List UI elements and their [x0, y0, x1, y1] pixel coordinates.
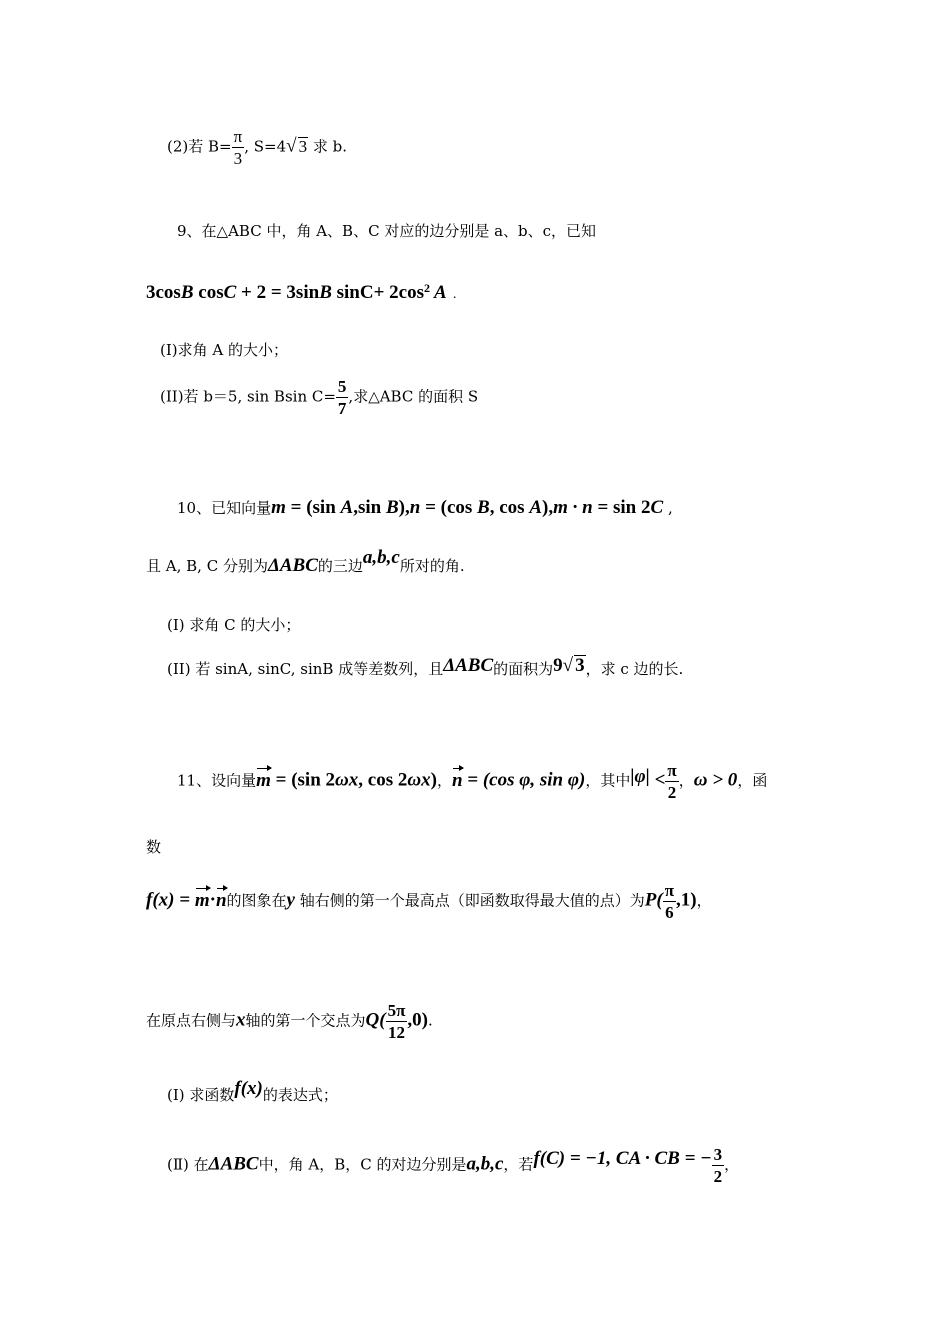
q11-part1-b: 的表达式；	[262, 1086, 338, 1104]
q8-part2-suffix: 求 b.	[308, 137, 347, 156]
q11-line4	[146, 1002, 433, 1041]
q11-stem	[177, 762, 767, 801]
q11-phi-abs: |φ|	[630, 765, 650, 787]
q11-lt: <	[649, 769, 666, 791]
q11-part2	[167, 1146, 739, 1185]
q10-m: m	[271, 497, 286, 518]
q11-P-num: π	[664, 881, 675, 900]
q11-part2-triangle: ΔABC	[208, 1153, 259, 1175]
q10-part2-c: ，求 c 边的长.	[585, 660, 684, 678]
q10-sqrt-sign: √	[562, 655, 574, 676]
q11-part2-fraction	[712, 1146, 725, 1185]
q11-x-axis: x	[236, 1009, 246, 1031]
q10-eq3: = sin 2	[592, 497, 651, 518]
q11-Q-fraction	[386, 1002, 408, 1041]
q11-n-vector: n	[451, 769, 463, 791]
q11-P-den: 6	[663, 901, 676, 921]
q11-f-def: f(x) =	[146, 889, 195, 911]
q11-stem-text: 11、设向量	[177, 771, 257, 790]
q9-formula	[146, 282, 457, 302]
q11-part2-cond: f(C) = −1, CA · CB = −	[533, 1147, 712, 1169]
q11-part1-a: (Ⅰ) 求函数	[167, 1086, 235, 1104]
q11-sep3: ，	[678, 771, 694, 790]
q9-f-a: 3cos	[146, 282, 181, 303]
q10-eq1: = (sin	[285, 497, 341, 518]
q9-f-sup: 2	[424, 281, 430, 295]
q10-A2: A	[529, 497, 542, 518]
q8-part2-prefix: (2)若 B=	[167, 137, 232, 156]
q9-part2	[160, 378, 478, 417]
q9-f-c: cos	[193, 282, 224, 303]
q10-B2: B	[477, 497, 490, 518]
q10-stem-end: ,	[663, 499, 673, 517]
q8-part2-mid: , S=4	[244, 137, 287, 156]
q10-part2-b: 的面积为	[493, 660, 554, 678]
q10-B1: B	[385, 497, 399, 518]
q11-sep2: ，其中	[585, 771, 631, 790]
q11-part2-a: (Ⅱ) 在	[167, 1155, 209, 1174]
q9-frac-num: 5	[337, 377, 347, 396]
q10-stem	[177, 498, 673, 517]
q8-part2-line	[167, 128, 347, 167]
q11-part2-b: 中，角 A，B，C 的对边分别是	[258, 1155, 467, 1174]
q11-sep1: ，	[436, 771, 452, 790]
q10-part2	[167, 655, 684, 678]
q10-line2-b: 的三边	[317, 557, 363, 575]
q11-f-n: n	[215, 889, 227, 911]
q11-omega: ωx	[335, 769, 359, 791]
q11-pi-half	[665, 762, 678, 801]
q11-part2-c: ，若	[503, 1155, 534, 1174]
q10-close1: ),	[398, 497, 410, 518]
q11-omega-cond: ω > 0	[693, 769, 738, 791]
q11-part2-num: 3	[713, 1145, 723, 1164]
q11-part1	[167, 1078, 338, 1104]
q11-m-vector: m	[256, 769, 271, 791]
q11-line2: 数	[146, 838, 162, 856]
q11-omega-2: ωx	[407, 769, 431, 791]
q9-f-end: .	[452, 287, 457, 301]
q11-Q: Q(	[365, 1009, 386, 1031]
q9-f-g: sinC+ 2cos	[331, 282, 424, 303]
q10-triangle: ΔABC	[267, 555, 318, 576]
q10-area: 9	[553, 655, 563, 676]
q8-sqrt-sign: √	[286, 135, 297, 157]
q11-pi-num: π	[667, 761, 677, 780]
q11-m-expr-c: )	[430, 769, 437, 791]
q8-b-num: π	[233, 127, 243, 146]
q9-f-d: C	[223, 282, 237, 303]
q11-line4-c: .	[428, 1011, 433, 1030]
q10-mn: m · n	[553, 497, 593, 518]
q11-Q-num: 5π	[387, 1001, 406, 1020]
q10-stem-text: 10、已知向量	[177, 499, 272, 517]
q11-f-text-b: 轴右侧的第一个最高点（即函数取得最大值的点）为	[294, 891, 645, 910]
q11-line4-b: 轴的第一个交点为	[245, 1011, 366, 1030]
q11-f-dot: ·	[209, 889, 216, 911]
q10-A1: A	[340, 497, 354, 518]
q11-m-expr-b: , cos 2	[358, 769, 408, 791]
q10-triangle-2: ΔABC	[443, 655, 494, 676]
q8-sqrt-content: 3	[298, 136, 308, 156]
q9-part1: (I)求角 A 的大小；	[160, 341, 288, 359]
q10-abc: a,b,c	[362, 547, 400, 568]
q11-f-text-c: ，	[696, 891, 712, 910]
q11-part1-f: f(x)	[234, 1078, 263, 1099]
q10-line2-a: 且 A, B, C 分别为	[146, 557, 268, 575]
q11-Q-end: ,0)	[407, 1009, 428, 1031]
q10-c2: , cos	[489, 497, 530, 518]
q11-f-text-a: 的图象在	[226, 891, 287, 910]
q8-b-den: 3	[232, 147, 245, 167]
q8-b-fraction	[232, 128, 245, 167]
q9-f-h: A	[430, 282, 447, 303]
q9-fraction	[336, 378, 349, 417]
q11-P-end: ,1)	[676, 889, 697, 911]
q10-c1: ,sin	[353, 497, 386, 518]
q11-tail: ，函	[737, 771, 768, 790]
q11-part2-end: ，	[724, 1155, 740, 1174]
q10-C3: C	[650, 497, 664, 518]
q10-part1: (I) 求角 C 的大小；	[167, 616, 301, 634]
q9-stem: 9、在△ABC 中，角 A、B、C 对应的边分别是 a、b、c，已知	[177, 222, 597, 240]
q9-part2-prefix: (II)若 b＝5, sin Bsin C=	[160, 387, 336, 406]
q11-line4-a: 在原点右侧与	[146, 1011, 237, 1030]
q11-P: P(	[644, 889, 663, 911]
q10-n: n	[409, 497, 421, 518]
q9-part2-suffix: ,求△ABC 的面积 S	[348, 387, 479, 406]
q11-pi-den: 2	[665, 781, 678, 801]
q11-f-m: m	[194, 889, 210, 911]
q10-eq2: = (cos	[420, 497, 478, 518]
q10-line2-c: 所对的角.	[399, 557, 465, 575]
q9-f-b: B	[180, 282, 194, 303]
q11-part2-abc: a,b,c	[466, 1153, 504, 1175]
q9-f-e: + 2 = 3sin	[236, 282, 320, 303]
q11-part2-den: 2	[713, 1167, 723, 1186]
q9-frac-den: 7	[337, 399, 347, 418]
q10-area-root: 3	[575, 655, 585, 676]
q11-y-axis: y	[286, 889, 295, 911]
q11-Q-den: 12	[386, 1021, 408, 1041]
q10-part2-a: (II) 若 sinA, sinC, sinB 成等差数列，且	[167, 660, 444, 678]
q11-line3	[146, 882, 712, 921]
q11-P-fraction	[663, 882, 676, 921]
q9-f-f: B	[319, 282, 332, 303]
q11-n-expr: = (cos φ, sin φ)	[462, 769, 586, 791]
q11-m-expr-a: = (sin 2	[270, 769, 336, 791]
q10-close2: ),	[542, 497, 554, 518]
q10-line2	[146, 547, 465, 576]
